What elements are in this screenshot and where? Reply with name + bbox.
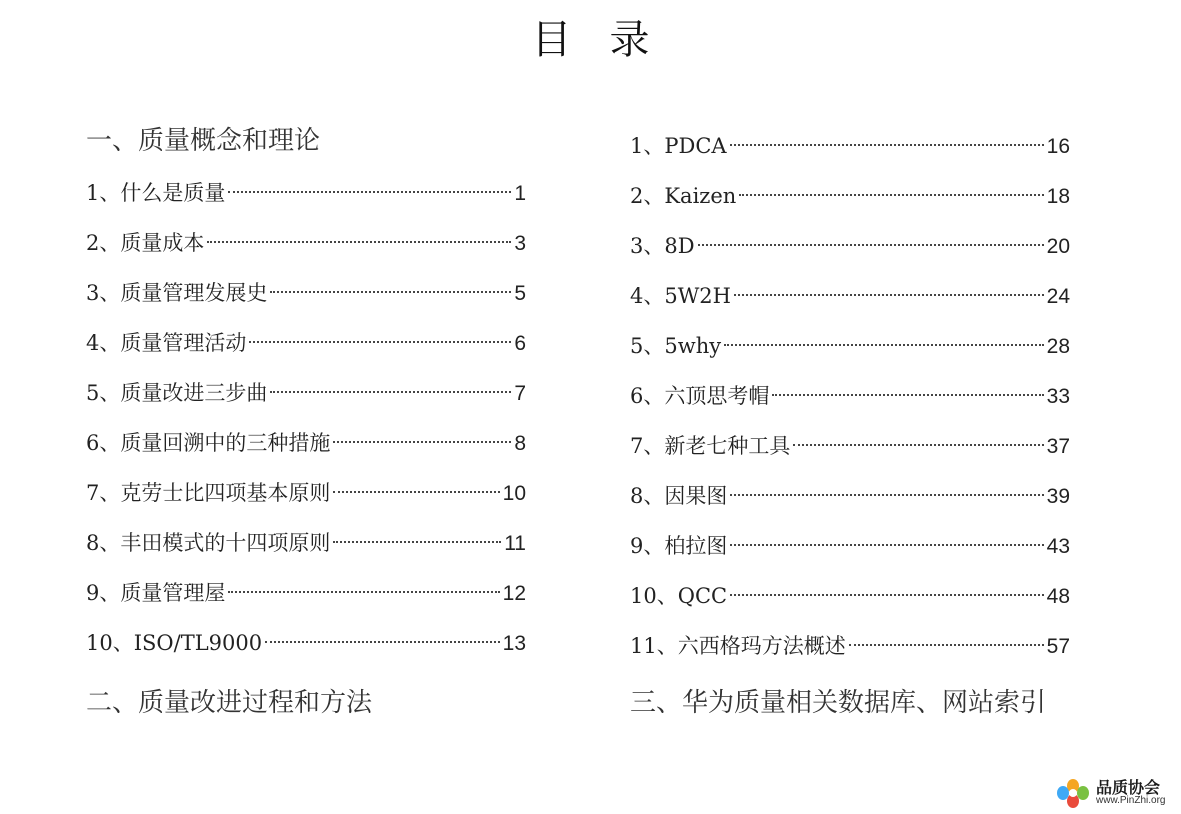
toc-page-number: 18 [1046, 185, 1070, 208]
toc-entry-label: 6、六顶思考帽 [630, 384, 770, 408]
toc-page-number: 13 [502, 632, 526, 655]
toc-leader-dots [772, 394, 1043, 396]
toc-entry[interactable] [86, 618, 526, 668]
toc-page-number: 16 [1046, 135, 1070, 158]
toc-entry-label: 2、质量成本 [86, 231, 205, 255]
toc-leader-dots [730, 594, 1044, 596]
toc-entry-label: 9、质量管理屋 [86, 581, 226, 605]
toc-leader-dots [265, 641, 500, 643]
toc-entry-label: 7、新老七种工具 [630, 434, 791, 458]
page-title-char-2: 录 [609, 17, 650, 63]
toc-page-number: 28 [1046, 335, 1070, 358]
toc-leader-dots [333, 541, 501, 543]
toc-page-number: 11 [504, 532, 526, 555]
toc-entry-label: 3、8D [630, 234, 695, 258]
toc-entry[interactable] [630, 121, 1070, 171]
toc-entry-label: 8、因果图 [630, 484, 728, 508]
toc-page-number: 6 [514, 332, 526, 355]
toc-page-number: 10 [502, 482, 526, 505]
toc-leader-dots [270, 391, 511, 393]
toc-entry-label: 8、丰田模式的十四项原则 [86, 531, 331, 555]
page-title [0, 8, 1181, 65]
section-heading-3: 三、华为质量相关数据库、网站索引 [630, 688, 1047, 718]
toc-leader-dots [734, 294, 1044, 296]
toc-entry[interactable] [86, 268, 526, 318]
page-title-char-1: 目 [531, 17, 572, 63]
toc-entry[interactable] [630, 221, 1070, 271]
toc-leader-dots [249, 341, 511, 343]
toc-page-number: 8 [514, 432, 526, 455]
toc-entry-label: 11、六西格玛方法概述 [630, 634, 846, 658]
toc-entry[interactable] [630, 471, 1070, 521]
toc-page-number: 24 [1046, 285, 1070, 308]
toc-page-number: 7 [514, 382, 526, 405]
toc-list-section-1 [86, 168, 526, 668]
toc-entry-label: 3、质量管理发展史 [86, 281, 268, 305]
toc-entry[interactable] [630, 321, 1070, 371]
toc-page-number: 37 [1046, 435, 1070, 458]
toc-entry[interactable] [630, 571, 1070, 621]
toc-page-number: 48 [1046, 585, 1070, 608]
watermark-url: www.PinZhi.org [1096, 795, 1166, 806]
toc-page-number: 3 [514, 232, 526, 255]
toc-entry[interactable] [86, 568, 526, 618]
toc-entry[interactable] [86, 318, 526, 368]
section-heading-1: 一、质量概念和理论 [86, 126, 321, 156]
toc-entry[interactable] [630, 521, 1070, 571]
watermark-logo [1056, 774, 1178, 810]
toc-page-number: 39 [1046, 485, 1070, 508]
toc-leader-dots [730, 144, 1044, 146]
toc-leader-dots [730, 544, 1043, 546]
toc-entry-label: 4、质量管理活动 [86, 331, 247, 355]
toc-entry[interactable] [86, 468, 526, 518]
toc-leader-dots [739, 194, 1043, 196]
toc-leader-dots [849, 644, 1044, 646]
toc-entry[interactable] [86, 418, 526, 468]
toc-entry[interactable] [630, 271, 1070, 321]
toc-leader-dots [228, 191, 511, 193]
toc-entry[interactable] [630, 621, 1070, 671]
toc-list-section-2 [630, 121, 1070, 671]
toc-page-number: 43 [1046, 535, 1070, 558]
toc-page-number: 1 [514, 182, 526, 205]
toc-page-number: 33 [1046, 385, 1070, 408]
toc-leader-dots [724, 344, 1044, 346]
toc-entry-label: 4、5W2H [630, 284, 731, 308]
toc-leader-dots [793, 444, 1043, 446]
toc-entry[interactable] [86, 368, 526, 418]
toc-entry-label: 5、质量改进三步曲 [86, 381, 268, 405]
toc-entry-label: 1、PDCA [630, 134, 727, 158]
toc-entry-label: 10、ISO/TL9000 [86, 631, 263, 655]
toc-entry-label: 10、QCC [630, 584, 728, 608]
toc-leader-dots [698, 244, 1044, 246]
toc-entry-label: 9、柏拉图 [630, 534, 728, 558]
toc-entry-label: 1、什么是质量 [86, 181, 226, 205]
watermark-name: 品质协会 [1096, 778, 1161, 797]
toc-leader-dots [333, 441, 511, 443]
toc-leader-dots [207, 241, 511, 243]
toc-page-number: 57 [1046, 635, 1070, 658]
section-heading-2: 二、质量改进过程和方法 [86, 688, 373, 718]
toc-entry[interactable] [86, 518, 526, 568]
toc-leader-dots [730, 494, 1043, 496]
toc-page-number: 12 [502, 582, 526, 605]
toc-entry[interactable] [630, 371, 1070, 421]
toc-entry-label: 5、5why [630, 334, 722, 358]
toc-leader-dots [333, 491, 499, 493]
flower-logo-icon [1056, 778, 1090, 808]
toc-entry[interactable] [86, 218, 526, 268]
toc-leader-dots [270, 291, 511, 293]
toc-page-number: 20 [1046, 235, 1070, 258]
toc-entry[interactable] [86, 168, 526, 218]
toc-entry-label: 6、质量回溯中的三种措施 [86, 431, 331, 455]
toc-entry[interactable] [630, 171, 1070, 221]
toc-entry-label: 7、克劳士比四项基本原则 [86, 481, 331, 505]
toc-entry[interactable] [630, 421, 1070, 471]
toc-leader-dots [228, 591, 499, 593]
toc-entry-label: 2、Kaizen [630, 184, 737, 208]
toc-page-number: 5 [514, 282, 526, 305]
